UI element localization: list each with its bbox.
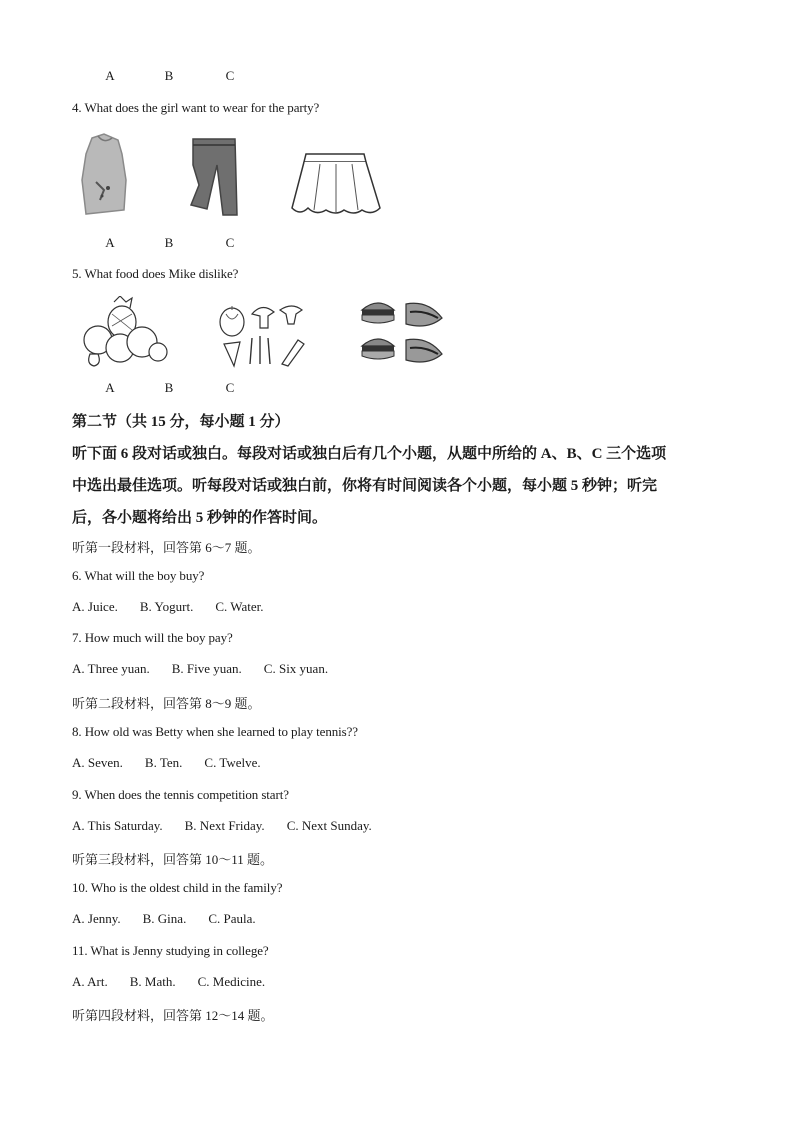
- section2-instruction-line2: 中选出最佳选项。听每段对话或独白前，你将有时间阅读各个小题，每小题 5 秒钟；听完: [72, 478, 658, 494]
- vegetables-icon: [216, 300, 312, 368]
- material3-heading: 听第三段材料，回答第 10～11 题。: [72, 852, 274, 867]
- q3-label-b: B: [164, 68, 174, 83]
- q3-label-c: C: [225, 68, 235, 83]
- skirt-icon: [286, 150, 384, 220]
- q7-option-b: B. Five yuan.: [171, 661, 242, 676]
- q6-option-a: A. Juice.: [72, 599, 118, 614]
- q6-question: 6. What will the boy buy?: [72, 568, 205, 583]
- material1-heading: 听第一段材料，回答第 6～7 题。: [72, 540, 261, 555]
- q11-option-c: C. Medicine.: [197, 974, 266, 989]
- q11-question: 11. What is Jenny studying in college?: [72, 943, 269, 958]
- q6-option-c: C. Water.: [215, 599, 264, 614]
- q10-option-b: B. Gina.: [142, 911, 187, 926]
- section2-instruction-line3: 后，各小题将给出 5 秒钟的作答时间。: [72, 510, 328, 526]
- q9-option-c: C. Next Sunday.: [286, 818, 372, 833]
- q5-label-a: A: [105, 380, 115, 395]
- q8-option-c: C. Twelve.: [204, 755, 261, 770]
- q10-options: [72, 911, 278, 927]
- material2-heading: 听第二段材料，回答第 8～9 题。: [72, 696, 261, 711]
- fruit-icon: [80, 296, 168, 368]
- q8-option-a: A. Seven.: [72, 755, 123, 770]
- q9-question: 9. When does the tennis competition start?: [72, 787, 289, 802]
- q4-label-b: B: [164, 235, 174, 250]
- trousers-icon: [183, 135, 245, 220]
- q9-option-a: A. This Saturday.: [72, 818, 163, 833]
- q3-label-a: A: [105, 68, 115, 83]
- section2-instruction-line1: 听下面 6 段对话或独白。每段对话或独白后有几个小题，从题中所给的 A、B、C 三个选项: [72, 446, 667, 462]
- q10-option-a: A. Jenny.: [72, 911, 121, 926]
- q11-options: [72, 974, 287, 990]
- q11-option-b: B. Math.: [129, 974, 176, 989]
- q11-option-a: A. Art.: [72, 974, 108, 989]
- section2-title: 第二节（共 15 分，每小题 1 分）: [72, 414, 290, 430]
- q6-options: [72, 599, 286, 615]
- q4-label-c: C: [225, 235, 235, 250]
- sweater-icon: [78, 130, 132, 220]
- q8-option-b: B. Ten.: [144, 755, 183, 770]
- q5-label-c: C: [225, 380, 235, 395]
- q10-option-c: C. Paula.: [208, 911, 256, 926]
- q5-question: 5. What food does Mike dislike?: [72, 266, 239, 281]
- q4-question: 4. What does the girl want to wear for the party?: [72, 100, 320, 115]
- q7-options: [72, 661, 350, 677]
- material4-heading: 听第四段材料，回答第 12～14 题。: [72, 1008, 274, 1023]
- q7-option-c: C. Six yuan.: [263, 661, 329, 676]
- fast-food-icon: [358, 296, 448, 368]
- q9-option-b: B. Next Friday.: [184, 818, 265, 833]
- q4-label-a: A: [105, 235, 115, 250]
- q7-option-a: A. Three yuan.: [72, 661, 150, 676]
- q8-question: 8. How old was Betty when she learned to play tennis??: [72, 724, 358, 739]
- q9-options: [72, 818, 394, 834]
- q8-options: [72, 755, 283, 771]
- q10-question: 10. Who is the oldest child in the family?: [72, 880, 283, 895]
- q5-label-b: B: [164, 380, 174, 395]
- q7-question: 7. How much will the boy pay?: [72, 630, 233, 645]
- q6-option-b: B. Yogurt.: [139, 599, 194, 614]
